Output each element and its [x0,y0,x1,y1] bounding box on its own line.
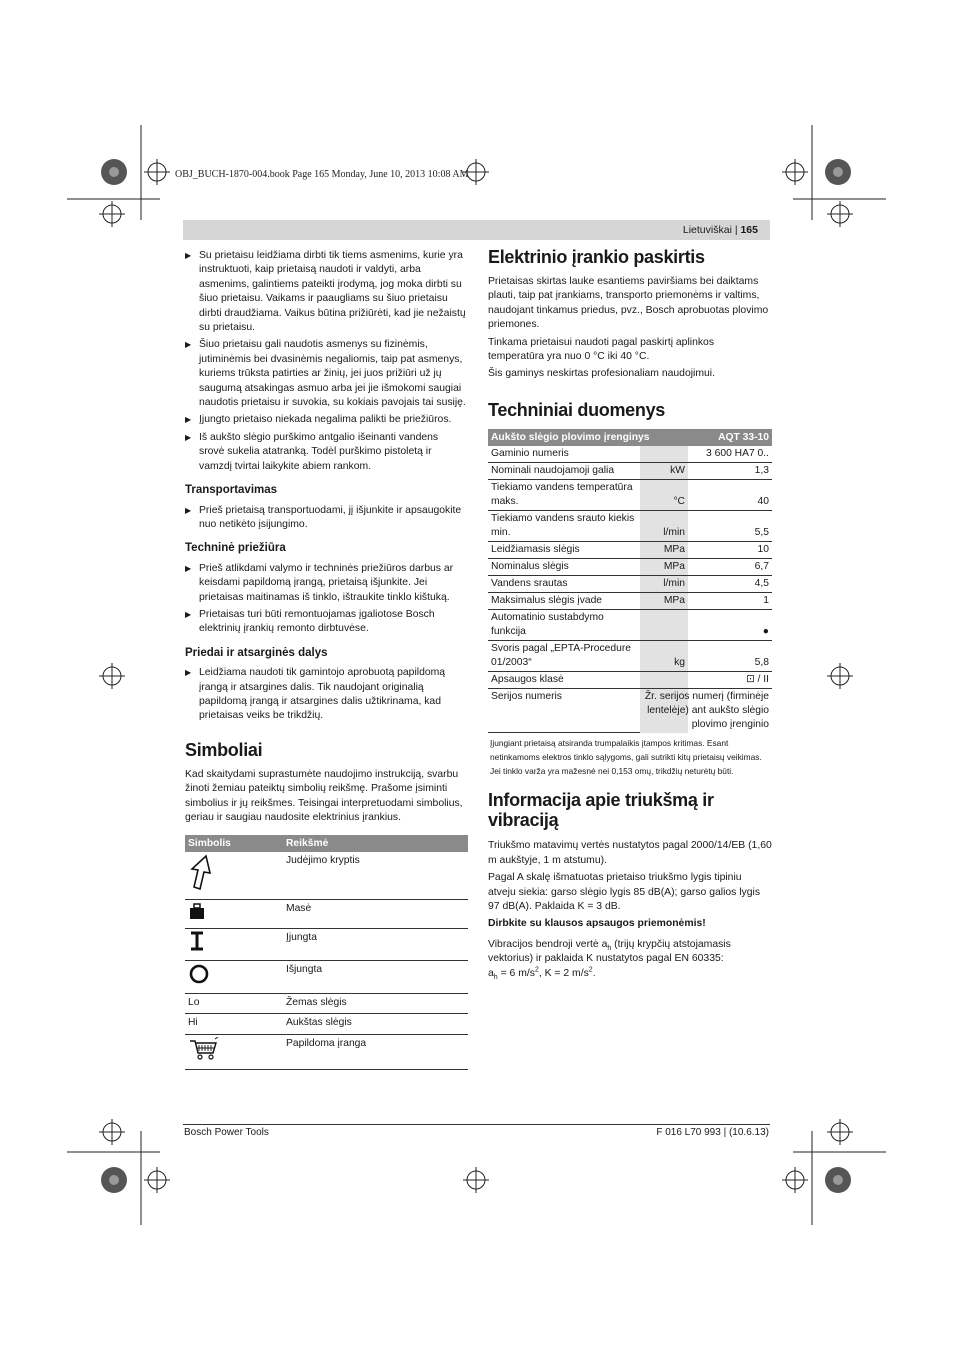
vibration-paragraph: Vibracijos bendroji vertė $a_h$ (trijų krypčių atstojamasis vektorius) ir paklaida K nustatytos pagal EN 60335: $a_h = 6$ $m/s^2$, K = 2 $m/s^2$. [488,938,731,981]
symbol-column-header: Simbolis [185,835,283,852]
technical-data-table [488,429,772,734]
table-row [185,852,468,899]
tech-table-header-model: AQT 33-10 [688,429,772,446]
spec-label: Tiekiamo vandens srauto kiekis min. [488,510,640,541]
spec-label: Leidžiamasis slėgis [488,541,640,558]
symbol-cell [185,929,283,960]
list-item: ▶ Leidžiama naudoti tik gamintojo aprobuotą papildomą įrangą ir atsargines dalis. Tik naudojant originalią papildomą įrangą ir atsargines dalis užtikrinama, kad prietaisas veiks be trikdžių. [185,667,446,722]
table-row [488,592,772,609]
spec-value: 4,5 [688,575,772,592]
arrow-up-icon [188,854,214,890]
list-item: ▶ Prietaisas turi būti remontuojamas įgaliotose Bosch elektrinių įrankių remonto dirbtuvėse. [185,608,435,635]
page-number: 165 [740,224,758,236]
table-row [185,1034,468,1069]
noise-paragraph: Pagal A skalę išmatuotas prietaiso triukšmo lygis tipiniu atveju siekia: garso slėgio lygis 85 dB(A); garso galios lygis 97 dB(A). Paklaida K = 3 dB. [488,872,761,912]
meaning-cell: Masė [283,899,468,928]
intended-use-heading: Elektrinio įrankio paskirtis [488,247,705,267]
footer-left: Bosch Power Tools [184,1127,269,1138]
spec-unit: °C [640,479,688,510]
intended-use-paragraph: Tinkama prietaisui naudoti pagal paskirtį aplinkos temperatūra yra nuo 0 °C iki 40 °C. [488,336,715,363]
list-item: ▶ Prieš prietaisą transportuodami, jį išjunkite ir apsaugokite nuo netikėto įsijungimo. [185,504,462,530]
table-row [185,1014,468,1034]
footer-rule [183,1124,770,1125]
table-row [488,510,772,541]
table-row [488,609,772,640]
list-item: ▶ Iš aukšto slėgio purškimo antgalio išeinanti vandens srovė sukelia atatranką. Todėl purškimo pistoletą ir vamzdį tvirtai laikykite abiem rankom. [185,431,439,472]
table-row [185,994,468,1014]
spec-value: Žr. serijos numerį (firminėje lentelėje) ant aukšto slėgio plovimo įrenginio [640,688,772,733]
spec-value: 1 [688,592,772,609]
meaning-cell: Aukštas slėgis [283,1014,468,1034]
table-row [185,960,468,993]
noise-paragraph: Triukšmo matavimų vertės nustatytos pagal 2000/14/EB (1,60 m aukštyje, 1 m atstumu). [488,840,772,866]
transport-heading: Transportavimas [185,484,278,497]
symbol-cell [185,899,283,928]
spec-value: 5,5 [688,510,772,541]
table-row [185,899,468,928]
spec-label: Apsaugos klasė [488,671,640,688]
cart-icon [188,1037,220,1061]
table-row [488,541,772,558]
footer-right: F 016 L70 993 | (10.6.13) [656,1127,769,1138]
safety-bullets [185,249,466,474]
spec-label: Nominalus slėgis [488,558,640,575]
list-item: ▶ Įjungto prietaiso niekada negalima palikti be priežiūros. [185,414,452,426]
table-row [488,558,772,575]
print-slug: OBJ_BUCH-1870-004.book Page 165 Monday, June 10, 2013 10:08 AM [175,169,469,180]
meaning-cell: Žemas slėgis [283,994,468,1014]
spec-unit: MPa [640,592,688,609]
spec-unit: kW [640,462,688,479]
intended-use-paragraph: Prietaisas skirtas lauke esantiems paviršiams bei daiktams plauti, taip pat įrankiams, transporto priemonėms ir valtims, naudojant tinkamus priedus, pvz., Bosch aprobuotas plovimo priemones. [488,276,769,331]
tech-footnote: Įjungiant prietaisą atsiranda trumpalaikis įtampos kritimas. Esant netinkamoms elektros tinklo sąlygoms, gali sutrikti kitų prietaisų veikimas. Jei tinklo varža yra mažesnė nei 0,153 omų, trikdžių neturėtų būti. [488,735,772,778]
list-item: ▶ Šiuo prietaisu gali naudotis asmenys su fizinėmis, jutiminėmis bei dvasinėmis negaliomis, taip pat asmenys, kuriems trūksta patirties ar žinių, jei juos prižiūri už jų saugumą atsakingas asmuo arba jei jie išmokomi saugiai naudotis prietaisu ir suvokia, su kokiais pavojais tai susiję. [185,339,466,409]
symbols-heading: Simboliai [185,739,263,760]
spec-label: Maksimalus slėgis įvade [488,592,640,609]
spec-label: Nominali naudojamoji galia [488,462,640,479]
spec-value: 1,3 [688,462,772,479]
table-row [488,671,772,688]
maintenance-heading: Techninė priežiūra [185,542,286,555]
symbol-cell [185,960,283,993]
header-language: Lietuviškai [682,224,732,236]
spec-value: ⊡ / II [688,671,772,688]
power-on-icon [188,931,206,951]
table-row [488,446,772,463]
page-header: Lietuviškai | 165 [682,224,758,236]
spec-label: Serijos numeris [488,688,640,733]
spec-unit: MPa [640,558,688,575]
symbols-intro: Kad skaitydami suprastumėte naudojimo instrukciją, svarbu žinoti žemiau pateiktų simbolių reikšmę. Prašome įsiminti simbolius ir jų reikšmes. Teisingai interpretuodami simbolius, geriau ir saugiau naudosite elektrinius įrankius. [185,768,463,823]
spec-label: Automatinio sustabdymo funkcija [488,609,640,640]
list-item: ▶ Prieš atlikdami valymo ir techninės priežiūros darbus ar keisdami papildomą įrangą, prietaisą išjunkite. Jei prietaisas maitinamas iš tinklo, ištraukite tinklo kištuką. [185,562,454,603]
meaning-column-header: Reikšmė [283,835,468,852]
spec-value: ● [688,609,772,640]
spec-value: 5,8 [688,640,772,671]
accessories-heading: Priedai ir atsarginės dalys [185,646,328,659]
spec-label: Gaminio numeris [488,446,640,463]
spec-unit: kg [640,640,688,671]
table-row [488,479,772,510]
symbol-cell [185,852,283,899]
meaning-cell: Judėjimo kryptis [283,852,468,899]
right-column [488,247,772,984]
spec-unit: MPa [640,541,688,558]
symbol-cell: Hi [185,1014,283,1034]
table-row [488,462,772,479]
meaning-cell: Išjungta [283,960,468,993]
spec-label: Tiekiamo vandens temperatūra maks. [488,479,640,510]
symbol-cell: Lo [185,994,283,1014]
meaning-cell: Papildoma įranga [283,1034,468,1069]
spec-unit [640,609,688,640]
power-off-icon [188,963,210,985]
intended-use-paragraph: Šis gaminys neskirtas profesionaliam naudojimui. [488,368,715,380]
symbols-table [185,835,468,1070]
spec-label: Svoris pagal „EPTA-Procedure 01/2003“ [488,640,640,671]
hearing-protection-warning: Dirbkite su klausos apsaugos priemonėmis! [488,918,706,930]
symbol-cell [185,1034,283,1069]
spec-value: 6,7 [688,558,772,575]
left-column [185,249,466,1070]
spec-unit: l/min [640,575,688,592]
tech-table-header-label: Aukšto slėgio plovimo įrenginys [488,429,688,446]
noise-heading: Informacija apie triukšmą ir vibraciją [488,790,714,831]
table-row [488,575,772,592]
spec-label: Vandens srautas [488,575,640,592]
list-item: ▶ Su prietaisu leidžiama dirbti tik tiems asmenims, kurie yra instruktuoti, kaip prietaisą naudoti ir valdyti, arba asmenims, galintiems pateikti įrodymą, jog moka dirbti su šiuo prietaisu. Vaikams ir paaugliams su šiuo prietaisu dirbti draudžiama. Vaikus būtina prižiūrėti, kad jie nežaistų su prietaisu. [185,250,466,334]
weight-icon [188,902,206,920]
spec-unit: l/min [640,510,688,541]
spec-unit [640,671,688,688]
spec-value: 3 600 HA7 0.. [688,446,772,463]
table-row [185,929,468,960]
spec-unit [640,446,688,463]
meaning-cell: Įjungta [283,929,468,960]
table-row [488,688,772,733]
spec-value: 40 [688,479,772,510]
technical-data-heading: Techniniai duomenys [488,399,665,420]
spec-value: 10 [688,541,772,558]
table-row [488,640,772,671]
